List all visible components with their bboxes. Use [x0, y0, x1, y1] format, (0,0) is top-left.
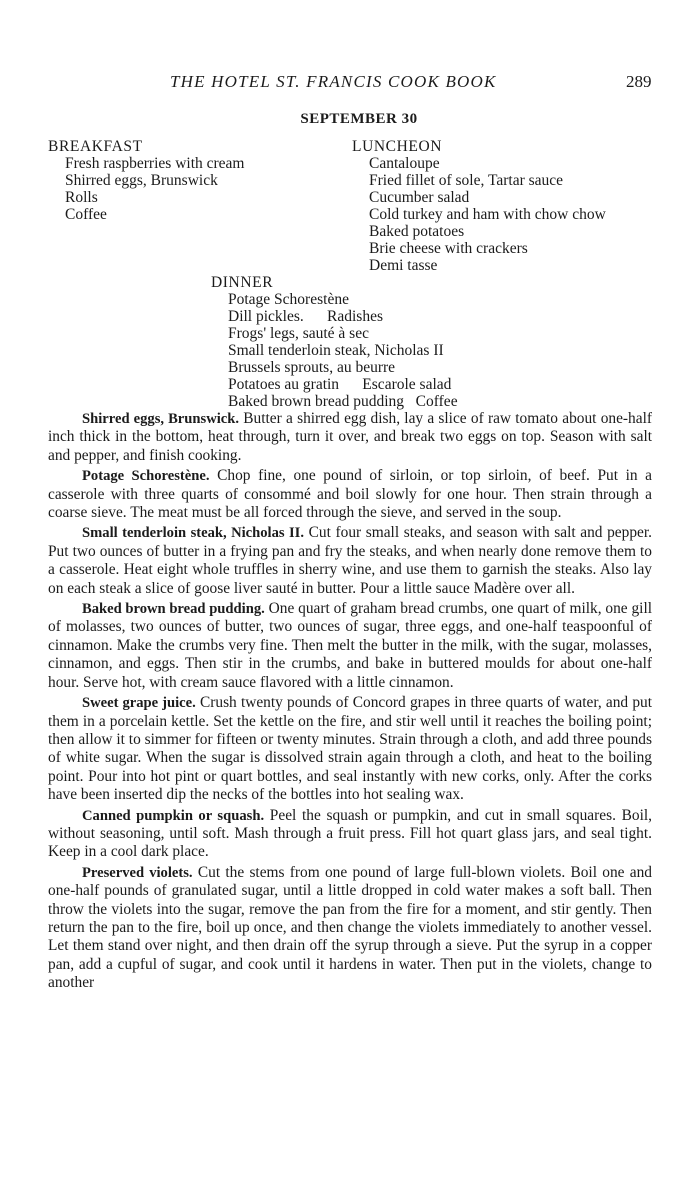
dinner-menu: [211, 274, 458, 410]
breakfast-title: BREAKFAST: [48, 138, 143, 155]
recipe-canned-pumpkin: [48, 807, 652, 862]
running-title: THE HOTEL ST. FRANCIS COOK BOOK: [170, 72, 497, 91]
recipe-text: Chop fine, one pound of sirloin, or top sirloin, of beef. Put in a casserole with three quarts of consommé and boil slowly for one hour. Then strain through a coarse sieve. The meat must be all forced through the sieve, and served in the soup.: [48, 467, 652, 522]
menu-item: Cucumber salad: [369, 189, 470, 206]
recipe-title: Potage Schorestène.: [82, 468, 210, 485]
recipe-title: Preserved violets.: [82, 864, 193, 881]
date-heading: SEPTEMBER 30: [300, 111, 418, 127]
menu-item: Fresh raspberries with cream: [65, 155, 245, 172]
menu-item: Shirred eggs, Brunswick: [65, 172, 218, 189]
recipe-grape-juice: [48, 694, 652, 804]
recipe-potage: [48, 467, 652, 522]
menu-item: Baked potatoes: [369, 223, 465, 240]
menu-item: Demi tasse: [369, 257, 438, 274]
menu-item: Potage Schorestène: [228, 291, 349, 308]
menu-item: Coffee: [65, 206, 107, 223]
recipe-text: Cut four small steaks, and season with salt and pepper. Put two ounces of butter in a frying pan and fry the steaks, and when nearly done remove them to a casserole. Heat eight whole truffles in sherry wine, and use them to garnish the steaks. Also lay on each steak a slice of goose liver sauté in butter. Pour a little sauce Madère over all.: [48, 524, 652, 597]
recipe-text: Butter a shirred egg dish, lay a slice of raw tomato about one-half inch thick in the bottom, heat through, turn it over, and break two eggs on top. Season with salt and pepper, and finish cooking.: [48, 410, 652, 464]
menu-item: Dill pickles. Radishes: [228, 308, 383, 325]
menu-item: Brussels sprouts, au beurre: [228, 359, 396, 376]
page-number: 289: [626, 72, 652, 91]
breakfast-menu: [48, 138, 244, 223]
recipes-section: [48, 410, 652, 995]
menu-item: Baked brown bread pudding Coffee: [228, 393, 458, 410]
recipe-shirred-eggs: [48, 410, 652, 465]
recipe-title: Canned pumpkin or squash.: [82, 807, 265, 824]
recipe-text: One quart of graham bread crumbs, one quart of milk, one gill of molasses, two ounces of butter, two ounces of sugar, three eggs, and one-half teaspoonful of cinnamon. Make the crumbs very fine. Then melt the butter in the milk, with the sugar, molasses, cinnamon, and eggs. Then stir in the crumbs, and bake in buttered moulds for about one-half hour. Serve hot, with cream sauce flavored with a little cinnamon.: [48, 600, 653, 691]
recipe-bread-pudding: [48, 600, 652, 692]
recipe-preserved-violets: [48, 864, 652, 993]
menu-item: Rolls: [65, 189, 98, 206]
luncheon-menu: [352, 138, 606, 274]
menu-item: Frogs' legs, sauté à sec: [228, 325, 369, 342]
recipe-title: Shirred eggs, Brunswick.: [82, 411, 240, 427]
dinner-title: DINNER: [211, 274, 274, 291]
menu-item: Fried fillet of sole, Tartar sauce: [369, 172, 564, 189]
menu-item: Potatoes au gratin Escarole salad: [228, 376, 452, 393]
menu-item: Small tenderloin steak, Nicholas II: [228, 342, 444, 359]
recipe-title: Baked brown bread pudding.: [82, 601, 265, 618]
recipe-title: Small tenderloin steak, Nicholas II.: [82, 525, 305, 542]
recipe-text: Crush twenty pounds of Concord grapes in three quarts of water, and put them in a porcelain kettle. Set the kettle on the fire, and stir well until it reaches the boiling point; then allow it to simmer for fifteen or twenty minutes. Strain through a cloth, and add three pounds of white sugar. When the sugar is dissolved strain again through a cloth, and heat to the boiling point. Pour into hot pint or quart bottles, and seal instantly with new corks, only. After the corks have been inserted dip the necks of the bottles into hot sealing wax.: [48, 694, 652, 804]
menu-item: Brie cheese with crackers: [369, 240, 528, 257]
recipe-title: Sweet grape juice.: [82, 695, 196, 712]
menu-item: Cold turkey and ham with chow chow: [369, 206, 606, 223]
luncheon-title: LUNCHEON: [352, 138, 443, 155]
recipe-text: Peel the squash or pumpkin, and cut in small squares. Boil, without seasoning, until soft. Mash through a fruit press. Fill hot quart glass jars, and seal tight. Keep in a cool dark place.: [48, 806, 652, 861]
menu-item: Cantaloupe: [369, 155, 440, 172]
recipe-tenderloin: [48, 524, 652, 598]
recipe-text: Cut the stems from one pound of large full-blown violets. Boil one and one-half pounds of granulated sugar, until a little dropped in cold water makes a soft ball. Then throw the violets into the sugar, remove the pan from the fire for a moment, and stir gently. Then return the pan to the fire, boil up once, and then change the violets immediately to another vessel. Let them stand over night, and then drain off the syrup through a sieve. Put the syrup in a copper pan, add a cupful of sugar, and cook until it hardens in water. Then put in the violets, change to another: [48, 863, 652, 992]
